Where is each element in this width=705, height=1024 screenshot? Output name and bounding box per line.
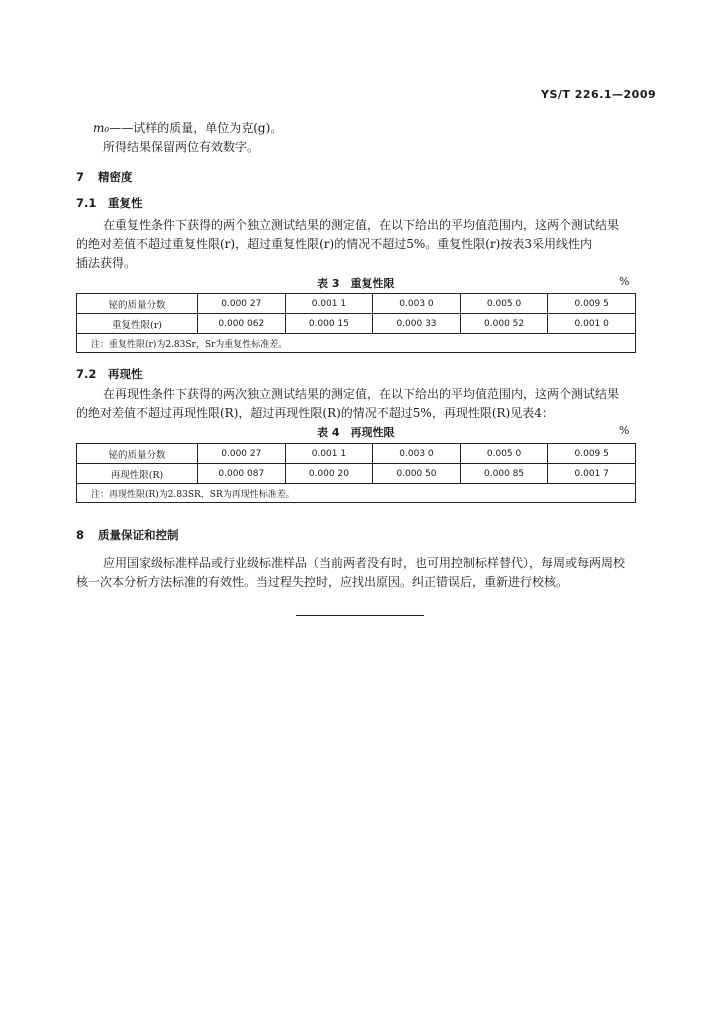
table-cell: 0.000 33 bbox=[373, 314, 461, 334]
paragraph-7-1-line-2: 的绝对差值不超过重复性限(r)，超过重复性限(r)的情况不超过5%。重复性限(r)按表3采用线性内 bbox=[76, 237, 592, 251]
table-cell: 0.003 0 bbox=[373, 294, 461, 314]
table-cell: 0.001 1 bbox=[285, 444, 373, 464]
table-row bbox=[77, 314, 636, 334]
standard-code: YS/T 226.1—2009 bbox=[541, 88, 657, 101]
section-7-1-heading bbox=[76, 195, 143, 211]
table-cell: 0.005 0 bbox=[460, 294, 548, 314]
table-4 bbox=[76, 443, 636, 503]
table-3-note: 注：重复性限(r)为2.83Sr，Sr为重复性标准差。 bbox=[77, 334, 636, 353]
table-cell: 0.000 062 bbox=[198, 314, 286, 334]
section-8-heading bbox=[76, 527, 179, 543]
section-8-number: 8 bbox=[76, 528, 85, 542]
table-cell: 0.000 85 bbox=[460, 464, 548, 484]
paragraph-7-2-line-2: 的绝对差值不超过再现性限(R)，超过再现性限(R)的情况不超过5%，再现性限(R)见表4： bbox=[76, 406, 554, 420]
section-7-title: 精密度 bbox=[98, 170, 133, 184]
table-cell: 0.009 5 bbox=[548, 294, 636, 314]
table-cell: 0.000 20 bbox=[285, 464, 373, 484]
section-7-1-title: 重复性 bbox=[108, 196, 143, 210]
sig-figs-note: 所得结果保留两位有效数字。 bbox=[103, 140, 260, 154]
table-cell: 0.001 1 bbox=[285, 294, 373, 314]
table-3-unit: % bbox=[619, 275, 630, 288]
formula-symbol: m₀ bbox=[93, 121, 110, 135]
paragraph-8-line-1: 应用国家级标准样品或行业级标准样品（当前两者没有时，也可用控制标样替代），每周或每两周校 bbox=[103, 556, 626, 570]
formula-note bbox=[93, 119, 282, 138]
table-cell: 0.009 5 bbox=[548, 444, 636, 464]
table-4-caption: 表 4 再现性限 bbox=[317, 426, 395, 439]
section-7-number: 7 bbox=[76, 170, 85, 184]
table-4-note: 注：再现性限(R)为2.83SR，SR为再现性标准差。 bbox=[77, 484, 636, 503]
table-3 bbox=[76, 293, 636, 353]
section-7-2-heading bbox=[76, 366, 143, 382]
paragraph-7-1-line-1: 在重复性条件下获得的两个独立测试结果的测定值，在以下给出的平均值范围内，这两个测试结果 bbox=[103, 218, 620, 232]
table-cell: 0.001 7 bbox=[548, 464, 636, 484]
table-row-label: 铋的质量分数 bbox=[77, 444, 198, 464]
end-rule bbox=[296, 615, 424, 616]
table-cell: 0.000 087 bbox=[198, 464, 286, 484]
table-row-label: 重复性限(r) bbox=[77, 314, 198, 334]
section-7-heading bbox=[76, 169, 133, 185]
section-7-2-number: 7.2 bbox=[76, 367, 97, 381]
paragraph-7-1-line-3: 插法获得。 bbox=[76, 256, 137, 270]
table-4-unit: % bbox=[619, 424, 630, 437]
table-3-caption: 表 3 重复性限 bbox=[317, 277, 395, 290]
section-8-title: 质量保证和控制 bbox=[98, 528, 179, 542]
section-7-2-title: 再现性 bbox=[108, 367, 143, 381]
section-7-1-number: 7.1 bbox=[76, 196, 97, 210]
table-row bbox=[77, 444, 636, 464]
table-cell: 0.000 50 bbox=[373, 464, 461, 484]
table-note-row bbox=[77, 334, 636, 353]
paragraph-7-2-line-1: 在再现性条件下获得的两次独立测试结果的测定值，在以下给出的平均值范围内，这两个测试结果 bbox=[103, 387, 620, 401]
table-cell: 0.000 27 bbox=[198, 294, 286, 314]
table-cell: 0.001 0 bbox=[548, 314, 636, 334]
table-cell: 0.000 15 bbox=[285, 314, 373, 334]
table-note-row bbox=[77, 484, 636, 503]
table-cell: 0.005 0 bbox=[460, 444, 548, 464]
formula-definition: ——试样的质量，单位为克(g)。 bbox=[109, 121, 283, 135]
table-cell: 0.000 52 bbox=[460, 314, 548, 334]
paragraph-8-line-2: 核一次本分析方法标准的有效性。当过程失控时，应找出原因。纠正错误后，重新进行校核。 bbox=[76, 575, 569, 589]
table-cell: 0.003 0 bbox=[373, 444, 461, 464]
table-cell: 0.000 27 bbox=[198, 444, 286, 464]
table-row-label: 再现性限(R) bbox=[77, 464, 198, 484]
table-row bbox=[77, 294, 636, 314]
table-row bbox=[77, 464, 636, 484]
table-row-label: 铋的质量分数 bbox=[77, 294, 198, 314]
